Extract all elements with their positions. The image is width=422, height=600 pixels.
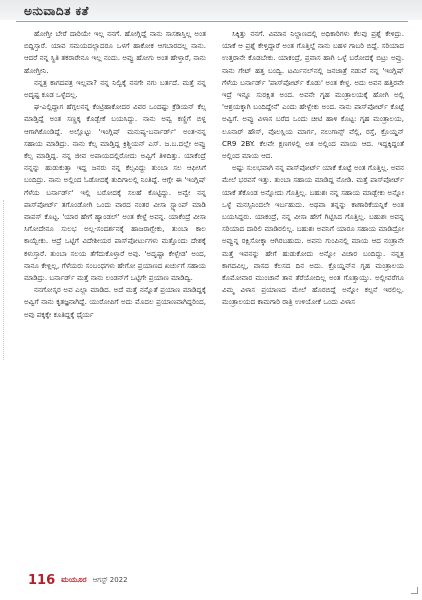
page-footer bbox=[28, 572, 128, 588]
page-number: 116 bbox=[28, 572, 56, 588]
right-column bbox=[222, 28, 404, 563]
paragraph: ನನಗೋಸ್ಕರ ಅವ ಎಲ್ಲಾ ಮಾಡಿದ. ಅದೆ ಮತ್ತೆ ನನ್ನೊತೆ ಪ್ರಯಾಣ ಮಾಡಿದ್ದಕ್ಕೆ ಅವ್ವಿಗೆ ನಾನು ಕೃತಜ್ಞನಾಗಿದ್ದೆ. ಯುರೋಪಿಗೆ ಅದು ಮೊದಲ ಪ್ರಯಾಣವಾಗಿದ್ದರಿಂದ, ಅವು ಪಕ್ಕಕ್ಕೇ ಕೂತಿದ್ದಕ್ಕೆ ಧೈರ್ಯ bbox=[24, 285, 206, 319]
paragraph: ನನ್ನತ್ರ ಕಾಗದಪತ್ರ ಇಲ್ಲವಾ? ನನ್ನ ನಿಲ್ವಿಕ್ಕೆ ನನಗೇ ನಗು ಬರ್ತದೆ. ಮತ್ತೆ ನನ್ನ ಅದೃಷ್ಟ ಕೂಡ ಒಳ್ಳೆದಲ್ಲ. bbox=[24, 77, 206, 100]
paragraph: ಹೋಗ್ತೀ ಬೇರೆ ದಾರಿಯೇ ಇಲ್ಲ ನನಗೆ. ಹೋಗ್ಲಿದ್ದೆ ನಾನು ಸಾಸಕಾಸ್ತಿಲ್ಲ ಅಂತ ಬಿದ್ದಿಸ್ತಾರೆ. ಯಾವ ಸಮಯದಲ್ಲಾದರೂ ಒಳಗೆ ಹಾಕೋಕ ಆಗಬಾರದಲ್ಲ ನಾನು. ಆದರೆ ನನ್ನ ಸ್ಥಿತಿ ತಕರಾರೇನೂ ಇಲ್ಲ ನಂದು. ಅವ್ವು ಹೋಗು ಅಂತ ಹೇಳ್ತಾರೆ, ನಾನು ಹೋಗ್ತೀನಿ. bbox=[24, 29, 206, 75]
paragraph: ಘ-ಎಲ್ಲಿದ್ದಾಗ ಹೆಗ್ಗಲನನ್ನ ಕೆಂಟ್ರಿಹಾಕೋದರ ವಿವರ ಒಂದಷ್ಟು ಕ್ರೆಡಿಯನ್ ಕೆಲ್ಸ ಮಾಡ್ತಿದ್ದೆ ಅಂತ ಸಣ್ಣಕ್ಕ ಕೊಡ್ಬೇಕೆ ಬಯಸಿದ್ದು. ನಾನು ಅವ್ವ ಕಣ್ಣಿಗೆ ಬಿಳ್ದ ಆಗಾಗಿಕೊಂಡಿದ್ದೆ. ಅಲ್ಲೊಟ್ಟು 'ಇಂಗ್ಲಿಷ್ ಮನುಷ್ಯ-ಬರ್ನಾರ್ಡ್' ಅಂತ-ನನ್ನ ಸಹಾಯ ಮಾಡಿದ್ರು. ನಾನು ಕೆಲ್ಸ ಮಾಡ್ತಿದ್ದ ಕ್ರಿಶ್ಚಿಯನ್ ಎಸ್. ಜ.ಬ.ದಲ್ಲೇ ಅವ್ವು ಕೆಲ್ಸ ಮಾಡ್ತಿದ್ದ. ನನ್ನ ಜೀವ ಅಪಾಯದಲ್ಲಿರೋದು ಅವ್ವಿಗೆ ತಿಳಿದಿತ್ತು. ಯಾಕೆಂದ್ರೆ ನನ್ನನ್ನು ಹುಡುಕುತ್ತಾ ಇದ್ದ ಜನರು ನನ್ನ ಕೆಲ್ಸವಿದ್ದು ತುಂಬಾ ಸಲ ಆಫೀಸಿಗೆ ಬಂದಿದ್ರು. ನಾನು ಅಲ್ಲಿಂದ ಓಡೋದಕ್ಕೆ ತುದಿಗಾಲಲ್ಲಿ ನಿಂತಿದ್ದೆ. ಆಗ್ಗೇ ಈ 'ಇಂಗ್ಲಿಷ್ ಗೆಳೆಯ ಬರ್ನಾರ್ಡ್' ಇಲ್ಲಿ ಬರೋದಕ್ಕೆ ಸಲಹೆ ಕೊಟ್ಟಿದ್ದು. ಅವ್ವೇ ನನ್ನ ಪಾಸ್‌ಪೋರ್ಟ್ ತಗೊಂಡೋಗಿ ಒಂದು ವಾರದ ನಂತರ ವೀಸಾ ಸ್ಟ್ಯಾಂಪ್ ಮಾಡಿ ವಾಪಸ್ ಕೊಟ್ಟ. 'ಯಾರ ಹೇಗೆ ಹ್ಯಾಂಡಲ್' ಅಂತ ಕೇಳ್ದೆ ಅವನ್ನ. ಯಾಕೆಂದ್ರೆ ವೀಸಾ ಸಿಗೋದೇನೂ ಸುಲಭ ಅಲ್ಲ-ಸಂದರ್ಶನಕ್ಕೆ ಹಾಜರಾಗ್ಬೇಕು, ತುಂಬಾ ಕಾಲ ಕಾಯ್ಬೇಕು. ಆದ್ರೆ ಒಟ್ಟಿಗೆ ವಿದೇಶೀಯರ ಪಾಸ್‌ಪೋರ್ಟುಗಳು ಮತ್ತೊಂದು ದೇಶಕ್ಕೆ ಕಳುಸ್ತಾರೆ. ತುಂಬಾ ಸಲಯ ತೆಗೆದುಕೊಳ್ತಾರೆ ಅವು. 'ಅದೃಷ್ಟಾ ಕೇಳ್ಬೇಡ' ಅಂದ, ನಾನೂ ಕೇಳ್ಲಿಲ್ಲ, ಗೆಳೆಯರು ಸಂಬಂಧಗಳು ಹೇಗೋ ಪ್ರಯಾಣದ ಖರ್ಚುಗೆ ಸಹಾಯ ಮಾಡಿದ್ರು. ಬರ್ನಾರ್ಡ್ ಮತ್ತೆ ನಾನು ಲಂಡನ್‌ಗೆ ಒಟ್ಟಿಗೇ ಪ್ರಯಾಣ ಮಾಡಿದ್ವಿ. bbox=[24, 102, 206, 283]
section-title: ಅನುವಾದಿತ ಕತೆ bbox=[24, 4, 89, 18]
paragraph: ಅಷ್ಟು ಸುಲಭವಾಗಿ ನನ್ನ ಪಾಸ್‌ಪೋರ್ಟ್ ಯಾಕೆ ಕೊಟ್ಟೆ ಅಂತ ಗೊತ್ತಿಲ್ಲ. ಅವನ ಮೇಲೆ ಭರವಸೆ ಇತ್ತು. ತುಂಬಾ ಸಹಾಯ ಮಾಡಿದ್ದ ನೋಡಿ. ಮತ್ತೆ ಪಾಸ್‌ಪೋರ್ಟ್ ಯಾಕೆ ತೆಕೊಂಡ ಅನ್ನೋದು ಗೊತ್ತಿಲ್ಲ. ಬಹುಶಃ ನನ್ನ ಸಹಾಯ ಮಾಡ್ಬೇಕು ಅನ್ನೋ ಒಳ್ಳೆ ಮನಸ್ಸಿನಿಂದಲೇ ಇರ್ಬಹುದು. ಅಥವಾ ತನ್ನನ್ನು ಕಾಣಾರಿಕೆಯನ್ನಿಕೆ ಅಂತ ಬಯಸಿದ್ದರು. ಯಾಕಂದ್ರೆ, ನನ್ನ ವೀಸಾ ಹೇಗೆ ಗಿಟ್ಟಿಸಿದ ಗೊತ್ತಿಲ್ಲ. ಬಹುಶಃ ಅವನ್ನ ಸರಿಯಾದ ದಾರಿಲಿ ಮಾಡಿರಲಿಲ್ಲ. ಬಹುಶಃ ಅವನಿಗೆ ಯಾರೂ ಸಹಾಯ ಮಾಡಿದ್ರೋ ಅವ್ವುನ್ನ ರಕ್ಷಿಸೋಕ್ಕಾ ಆಗಿರಬಹುದು. ಅವನು ಗುಂಪಿನಲ್ಲಿ ಮಾಯ ಆದ ನಂತ್ರಾನೇ ಮತ್ತೆ ಇವನನ್ನು ಹೇಗೆ ಹುಡುಕೋದು ಅನ್ನೋ ವಿಚಾರ ಬಂದಿದ್ದು. ನನ್ನತ್ರ ಕಾಗದವಿಲ್ಲ, ವಾಸದ ಕೆಲಸದ ದಿನ ಅದು. ಕ್ರೊಯ್ಡನ್‌ನ ಗೃಹ ಮಂತ್ರಾಲಯ ಕೊಮೋವಾರ ಮುಂಚಾನೆ ತಾನ ತೆರೆಯೋದಿಲ್ಲ ಅಂತ ಗೊತ್ತಾಯ್ತು. ಅಲ್ಲೀವರೆಗೂ ವಿಮ್ಮ ವಿಳಾಸ ಪ್ರಯಾಣದ ಮೇಲೆ ಹೊರಬಿದ್ದೆ ಅನ್ನೋ ಕಲ್ಪನೆ ಇರಲಿಲ್ಲ. ಮಂತ್ರಾಲಯದ ಕಾಮಗಾರಿ ರಾತ್ರಿ ಉಳಿಯೋಕೆ ಒಂದು ವಿಳಾಸ bbox=[222, 163, 404, 307]
left-column bbox=[24, 28, 206, 563]
paragraph: ಸಿಕ್ಕಿತ್ತು ನನಗೆ. ವಿಮಾನ ನಿಲ್ದಾಣದಲ್ಲಿ ಅಧಿಕಾರಿಗಳು ಕೆಲವು ಪ್ರಶ್ನೆ ಕೇಳಿದ್ರು. ಯಾಕೆ ಆ ಪ್ರಶ್ನೆ ಕೇಳ್ತಿದ್ದಾರೆ ಅಂತ ಗೊತ್ತಿಲ್ದೆ ನಾನು ಬಹಳ ಗಾಬರಿ ಬಿದ್ದೆ. ಸರಿಯಾದ ಉತ್ತರಾನೇ ಕೊಡಬೇಕು. ಯಾಕಂದ್ರೆ, ಪ್ರವಾಸ ಹಾಗಿ ಒಳ್ಳೆ ಬರೋದಕ್ಕೆ ಬಿಟ್ರು ಅವ್ರು. ನಾನು ಗೇಟ್ ಹತ್ತ ಬಂದ್ವಿ. ಟರ್ಮಿನಲ್‌ನಲ್ಲಿ ಜನಜಾತ್ರೆ ನಡುವೆ ನನ್ನ 'ಇಂಗ್ಲಿಷ್ ಗೆಳೆಯ ಬರ್ನಾರ್ಡ್ 'ಪಾಸ್‌ಪೋರ್ಟ್ ಕೊಡು' ಅಂತ ಕೇಳ್ದ. ಅದು ಅವನ ಹತ್ತಿರವೇ ಇದ್ರೆ ಇನ್ನೂ ಸುರಕ್ಷಿತ ಅಂದ. ಅವನೇ ಗೃಹ ಮಂತ್ರಾಲಯಕ್ಕೆ ಹೋಗಿ ಅಲ್ಲಿ 'ಆಶ್ರಯಕ್ಕಾಗಿ ಬಂದಿದ್ದೇನೆ' ಎಂದು ಹೇಳ್ಬೇಕು ಅಂದ. ನಾನು ಪಾಸ್‌ಪೋರ್ಟ್ ಕೊಟ್ಟೆ ಅವ್ವಿಗೆ. ಅವ್ವು ವಿಳಾಸ ಬರೆದ ಒಂದು ಚೀಟಿ ಹಾಳಿ ಕೊಟ್ಟ: ಗೃಹ ಮಂತ್ರಾಲಯ, ಲೂನಾರ್ ಹೌಸ್, ವೊಲಸ್ಲಿಯ ಮಾರ್ಗ, ನಲುಗಾನ್ಸ್ ವೆಲ್ಲಿ, ರಸ್ತೆ, ಕ್ರೊಯ್ಡನ್ CR9 2BY. ಕೆಲವೇ ಕ್ಷಣಗಳಲ್ಲಿ ಅತ ಅಲ್ಲಿಂದ ಮಾಯ ಆದ. ಇದ್ದಕ್ಕಿದ್ದಂತೆ ಅಲ್ಲಿಂದ ಮಾಯ ಆದ. bbox=[222, 29, 404, 161]
binding-margin bbox=[3, 200, 6, 360]
header-rule bbox=[16, 21, 408, 22]
crop-mark bbox=[411, 587, 418, 594]
article-body bbox=[24, 28, 404, 563]
issue-date: ಆಗಸ್ಟ್ 2022 bbox=[92, 575, 128, 584]
magazine-logo: ಮಯೂರ bbox=[61, 575, 87, 584]
